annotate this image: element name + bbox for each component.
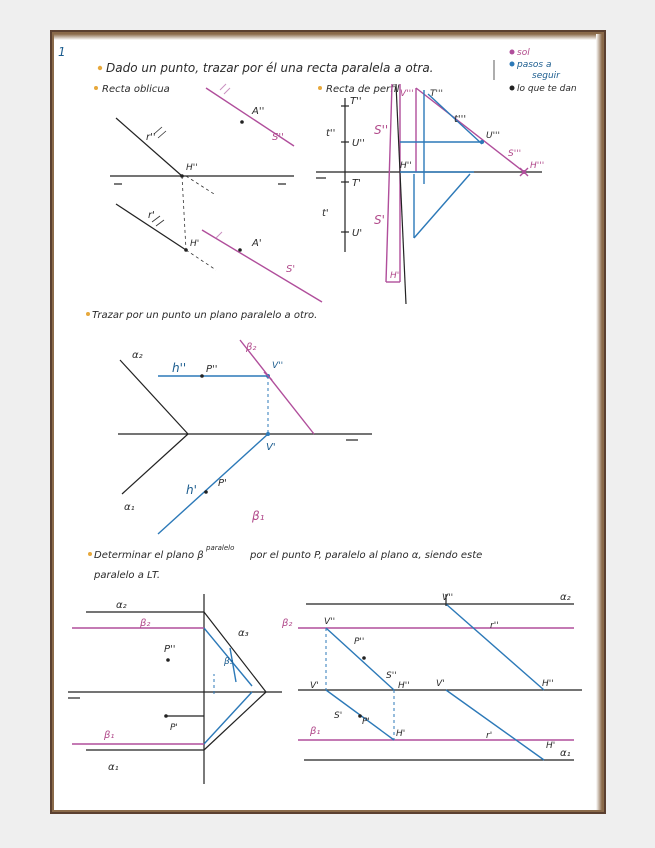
color-legend [510,48,577,94]
handwritten-notes-drawing [54,34,602,810]
bullet-dot [98,66,102,70]
point-a2 [240,120,244,124]
bullet-dot [318,86,322,90]
d2-heading: Recta de perfil [326,84,400,95]
label-u1: U' [352,228,363,239]
label-r1: r' [486,731,493,741]
label-p2: P'' [354,637,365,647]
point-p2 [200,374,204,378]
label-h1: H' [190,239,200,249]
section-2-title: Trazar por un punto un plano paralelo a otro. [92,310,318,321]
label-tl: t' [322,208,329,219]
point-u3 [480,140,484,144]
diagram-front-view [281,592,582,760]
label-h1: H' [390,271,400,281]
legend-pink-dot [510,50,515,55]
tick [156,220,164,226]
extension-dashed [186,176,214,194]
diagram-parallel-plane [118,340,372,534]
bullet-dot [86,312,90,316]
label-h2b: H'' [542,679,554,689]
label-s2: S'' [272,132,284,143]
label-h1: H' [396,729,406,739]
label-beta1: β₁ [310,726,321,737]
label-s1: S' [286,264,296,275]
line-s-horizontal [202,230,322,302]
label-beta2: β₂ [140,618,151,629]
label-h1b: H' [546,741,556,751]
point-h1 [184,248,188,252]
d1-heading: Recta oblicua [102,84,170,95]
trace-beta3b [204,692,252,744]
line-s3 [416,88,524,172]
point-p1 [164,714,168,718]
label-h1: h' [186,483,197,497]
tick [220,84,226,90]
label-t: t'' [326,128,336,139]
label-r1: r' [148,210,155,221]
label-beta2: β₂ [282,618,293,629]
label-beta1: β₁ [252,509,265,523]
label-alpha2: α₂ [116,600,127,611]
projector-dashed [182,176,186,250]
trace-beta2 [240,340,314,434]
label-beta1: β₁ [104,730,115,741]
label-p1: P' [362,717,370,727]
tick [216,232,222,238]
label-beta2: β₂ [246,342,257,353]
label-v2: V'' [272,361,284,371]
section-3-title-a: Determinar el plano β [94,550,204,561]
diagram-oblique-line [94,84,322,302]
label-s1: S' [374,213,385,227]
section-3-title-small: paralelo [206,544,235,552]
label-alpha2: α₂ [132,350,143,361]
label-a1: A' [252,238,262,249]
label-beta3: β₃ [224,657,234,667]
label-alpha1: α₁ [124,502,135,513]
legend-sol: sol [517,48,530,58]
label-u2: U'' [352,138,365,149]
legend-black-dot [510,86,515,91]
point-p1 [204,490,208,494]
section-3-title [88,544,482,581]
label-t3: T''' [430,89,443,99]
bullet-dot [88,552,92,556]
label-h2: h'' [172,361,187,375]
diagram-profile-view [68,594,282,784]
point-v1 [266,432,270,436]
point-p2 [362,656,366,660]
label-s1: S' [334,711,343,721]
label-v2: V'' [324,617,336,627]
point-h2 [180,174,184,178]
label-s2: S'' [374,123,389,137]
extension-dashed [186,250,216,270]
label-s2: S'' [386,671,397,681]
rotation-line [414,174,470,238]
label-u3: U''' [486,131,501,141]
diagram-profile-line [316,84,544,304]
point-a1 [238,248,242,252]
legend-dan: lo que te dan [517,84,577,94]
label-p1: P' [170,723,178,733]
label-alpha3: α₃ [238,628,249,639]
label-s3: S''' [508,149,522,159]
label-alpha1: α₁ [108,762,119,773]
label-h2: H'' [400,161,412,171]
label-v3: V''' [400,89,414,99]
trace-alpha3b [204,692,266,750]
notebook-page [54,34,602,810]
label-p1: P' [218,478,227,489]
label-alpha1: α₁ [560,748,571,759]
legend-seguir: seguir [532,71,560,81]
label-p2: P'' [164,644,176,655]
line-r2-right [446,604,544,690]
label-alpha2: α₂ [560,592,571,603]
label-v2b: V'' [442,593,454,603]
point-p2 [166,658,170,662]
label-h3: H''' [530,161,545,171]
section-1-title: Dado un punto, trazar por él una recta paralela a otra. [106,61,434,75]
section-3-title-c: paralelo a LT. [94,570,161,581]
label-t2: T'' [350,96,362,107]
label-v1: V' [266,442,276,453]
label-tp: t''' [454,114,467,125]
label-h2: H'' [186,163,198,173]
label-p2: P'' [206,364,218,375]
label-v1: V' [310,681,319,691]
legend-blue-dot [510,62,515,67]
tick [158,131,166,138]
label-h2: H'' [398,681,410,691]
trace-alpha1 [122,434,188,494]
label-t1: T' [352,178,361,189]
label-a2: A'' [252,106,265,117]
profile-trace [386,84,392,282]
tick [224,88,230,94]
page-number: 1 [58,45,66,59]
label-v1b: V' [436,679,445,689]
bullet-dot [94,86,98,90]
label-r2: r'' [490,621,499,631]
line-r-vertical [116,118,182,176]
label-r2: r'' [146,132,156,143]
section-3-title-b: por el punto P, paralelo al plano α, siendo este [250,550,483,561]
legend-pasos: pasos a [517,60,552,70]
line-r1-right [446,690,544,760]
